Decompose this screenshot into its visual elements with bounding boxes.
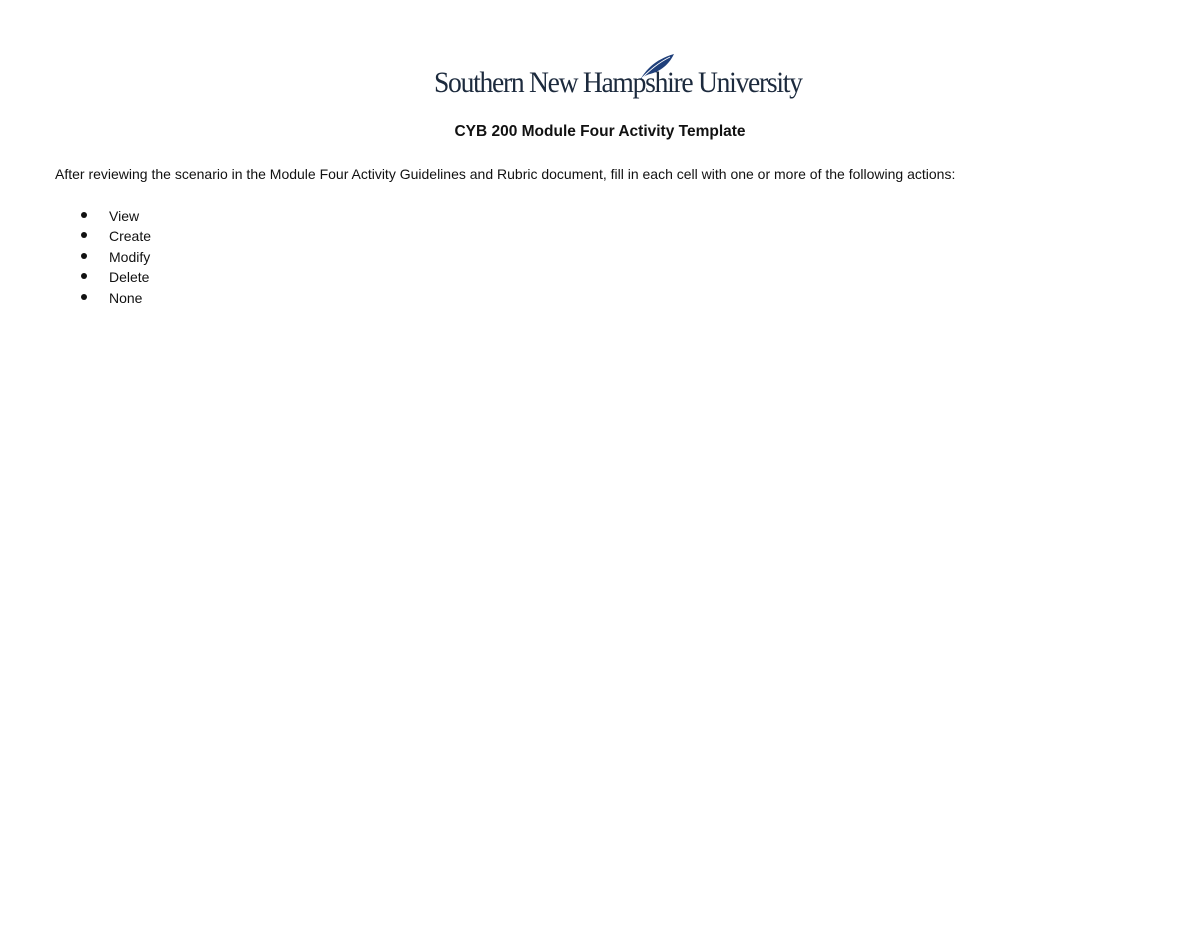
university-logo — [432, 52, 802, 108]
bullet-icon — [81, 212, 87, 218]
action-label: View — [109, 208, 140, 224]
leaf-icon — [636, 52, 676, 82]
logo-wordmark: Southern New Hampshire University — [434, 66, 802, 99]
action-label: Delete — [109, 269, 150, 286]
bullet-icon — [81, 232, 87, 238]
bullet-icon — [81, 253, 87, 259]
bullet-icon — [81, 273, 87, 279]
instructions-paragraph: After reviewing the scenario in the Module Four Activity Guidelines and Rubric document, fill in each cell with one or more of the following actions: — [55, 166, 956, 182]
bullet-icon — [81, 294, 87, 300]
action-label: Create — [109, 228, 152, 245]
action-label: None — [109, 289, 143, 306]
document-title: CYB 200 Module Four Activity Template — [454, 123, 746, 140]
action-label: Modify — [109, 248, 151, 265]
